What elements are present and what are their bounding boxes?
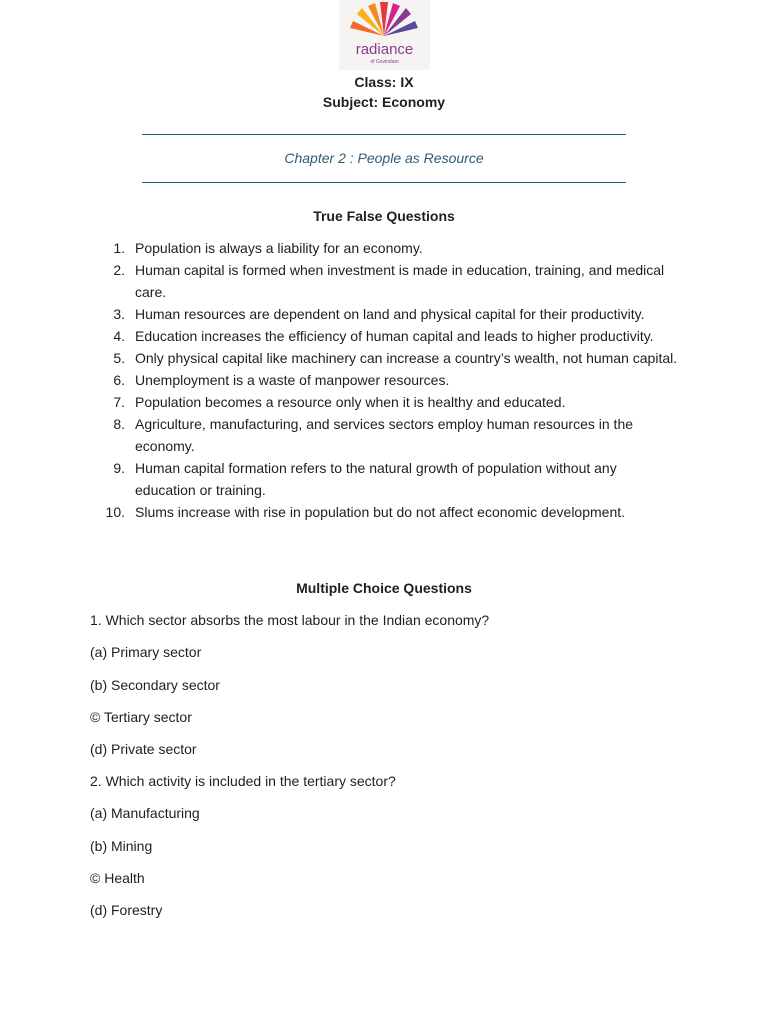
item-text: Slums increase with rise in population but do not affect economic development. xyxy=(135,504,626,520)
item-text: Population is always a liability for an economy. xyxy=(135,240,423,256)
item-number: 7. xyxy=(113,394,125,410)
item-text: Unemployment is a waste of manpower resources. xyxy=(135,372,450,388)
item-text: Human capital is formed when investment is made in education, training, and medical care. xyxy=(135,262,665,300)
item-text: Population becomes a resource only when it is healthy and educated. xyxy=(135,394,566,410)
item-number: 6. xyxy=(113,372,125,388)
item-number: 3. xyxy=(113,306,125,322)
list-item xyxy=(0,457,768,501)
class-label: Class: IX xyxy=(354,74,414,90)
list-item xyxy=(0,325,768,347)
mcq-option: (a) Primary sector xyxy=(90,644,202,660)
list-item xyxy=(0,391,768,413)
list-item xyxy=(0,237,768,259)
item-number: 5. xyxy=(113,350,125,366)
mcq-option: © Health xyxy=(90,870,145,886)
item-text: Education increases the efficiency of human capital and leads to higher productivity. xyxy=(135,328,654,344)
list-item xyxy=(0,259,768,303)
mcq-option: (d) Private sector xyxy=(90,741,197,757)
divider-bottom xyxy=(142,182,626,183)
mcq-option: (a) Manufacturing xyxy=(90,805,200,821)
mcq-option: (b) Mining xyxy=(90,838,153,854)
mcq-question-1: 1. Which sector absorbs the most labour in the Indian economy? xyxy=(90,612,490,628)
mcq-heading: Multiple Choice Questions xyxy=(296,580,472,596)
list-item xyxy=(0,413,768,457)
true-false-heading: True False Questions xyxy=(313,208,455,224)
radiance-logo-icon xyxy=(339,0,430,70)
item-number: 10. xyxy=(105,504,125,520)
logo-subtext: of Govindam xyxy=(370,59,399,65)
item-text: Human resources are dependent on land and physical capital for their productivity. xyxy=(135,306,645,322)
mcq-option: (d) Forestry xyxy=(90,902,163,918)
item-number: 8. xyxy=(113,416,125,432)
true-false-list xyxy=(0,237,768,523)
item-text: Agriculture, manufacturing, and services sectors employ human resources in the economy. xyxy=(135,416,634,454)
item-text: Human capital formation refers to the natural growth of population without any education or training. xyxy=(135,460,617,498)
item-number: 1. xyxy=(113,240,125,256)
divider-top xyxy=(142,134,626,135)
list-item xyxy=(0,369,768,391)
list-item xyxy=(0,347,768,369)
list-item xyxy=(0,501,768,523)
school-logo xyxy=(339,0,430,70)
subject-label: Subject: Economy xyxy=(322,94,446,110)
item-number: 2. xyxy=(113,262,125,278)
chapter-title: Chapter 2 : People as Resource xyxy=(284,150,484,166)
mcq-option: (b) Secondary sector xyxy=(90,677,220,693)
logo-text: radiance xyxy=(355,41,414,58)
item-number: 4. xyxy=(113,328,125,344)
item-number: 9. xyxy=(113,460,125,476)
mcq-option: © Tertiary sector xyxy=(90,709,192,725)
item-text: Only physical capital like machinery can increase a country’s wealth, not human capital. xyxy=(135,350,678,366)
list-item xyxy=(0,303,768,325)
mcq-question-2: 2. Which activity is included in the tertiary sector? xyxy=(90,773,396,789)
